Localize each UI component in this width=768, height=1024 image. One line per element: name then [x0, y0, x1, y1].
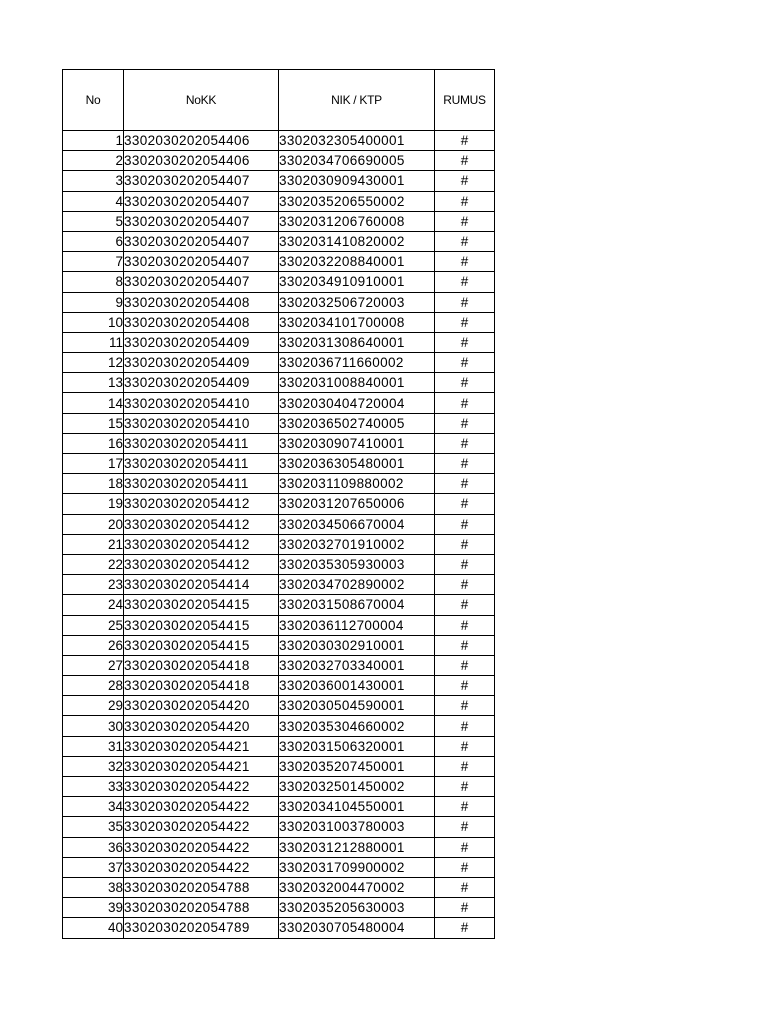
- header-nokk: NoKK: [124, 70, 279, 131]
- cell-nik: 3302031506320001: [279, 736, 435, 756]
- table-row: [63, 837, 495, 857]
- cell-no: 36: [63, 837, 124, 857]
- cell-rumus: #: [435, 171, 495, 191]
- cell-nokk: 3302030202054415: [124, 615, 279, 635]
- cell-rumus: #: [435, 131, 495, 151]
- cell-nik: 3302032701910002: [279, 534, 435, 554]
- cell-rumus: #: [435, 151, 495, 171]
- table-row: [63, 554, 495, 574]
- cell-nik: 3302034706690005: [279, 151, 435, 171]
- cell-nik: 3302030302910001: [279, 635, 435, 655]
- cell-no: 17: [63, 454, 124, 474]
- cell-nokk: 3302030202054788: [124, 898, 279, 918]
- cell-no: 12: [63, 353, 124, 373]
- cell-no: 3: [63, 171, 124, 191]
- cell-nokk: 3302030202054788: [124, 877, 279, 897]
- header-nik: NIK / KTP: [279, 70, 435, 131]
- cell-nik: 3302032506720003: [279, 292, 435, 312]
- cell-no: 13: [63, 373, 124, 393]
- cell-nik: 3302036305480001: [279, 454, 435, 474]
- cell-no: 14: [63, 393, 124, 413]
- cell-no: 20: [63, 514, 124, 534]
- table-row: [63, 252, 495, 272]
- cell-nokk: 3302030202054412: [124, 514, 279, 534]
- cell-rumus: #: [435, 272, 495, 292]
- table-row: [63, 918, 495, 938]
- cell-no: 23: [63, 575, 124, 595]
- cell-nokk: 3302030202054420: [124, 716, 279, 736]
- cell-nik: 3302031308640001: [279, 332, 435, 352]
- cell-no: 15: [63, 413, 124, 433]
- cell-nokk: 3302030202054422: [124, 817, 279, 837]
- table-row: [63, 898, 495, 918]
- cell-rumus: #: [435, 797, 495, 817]
- cell-nik: 3302035305930003: [279, 554, 435, 574]
- cell-rumus: #: [435, 211, 495, 231]
- header-no: No: [63, 70, 124, 131]
- cell-nik: 3302032703340001: [279, 655, 435, 675]
- table-row: [63, 454, 495, 474]
- table-row: [63, 595, 495, 615]
- table-row: [63, 676, 495, 696]
- cell-no: 40: [63, 918, 124, 938]
- table-row: [63, 615, 495, 635]
- cell-nokk: 3302030202054409: [124, 332, 279, 352]
- table-row: [63, 877, 495, 897]
- cell-no: 30: [63, 716, 124, 736]
- table-row: [63, 393, 495, 413]
- cell-no: 19: [63, 494, 124, 514]
- cell-no: 28: [63, 676, 124, 696]
- cell-no: 18: [63, 474, 124, 494]
- cell-no: 5: [63, 211, 124, 231]
- cell-rumus: #: [435, 756, 495, 776]
- cell-rumus: #: [435, 514, 495, 534]
- table-row: [63, 413, 495, 433]
- cell-rumus: #: [435, 252, 495, 272]
- cell-rumus: #: [435, 332, 495, 352]
- cell-nik: 3302034506670004: [279, 514, 435, 534]
- cell-nik: 3302034702890002: [279, 575, 435, 595]
- table-row: [63, 736, 495, 756]
- table-row: [63, 514, 495, 534]
- cell-nik: 3302031410820002: [279, 231, 435, 251]
- cell-rumus: #: [435, 494, 495, 514]
- cell-no: 9: [63, 292, 124, 312]
- cell-no: 37: [63, 857, 124, 877]
- cell-rumus: #: [435, 817, 495, 837]
- table-row: [63, 635, 495, 655]
- cell-rumus: #: [435, 554, 495, 574]
- cell-no: 26: [63, 635, 124, 655]
- cell-nokk: 3302030202054409: [124, 353, 279, 373]
- cell-nokk: 3302030202054422: [124, 777, 279, 797]
- cell-nik: 3302031207650006: [279, 494, 435, 514]
- cell-nokk: 3302030202054407: [124, 272, 279, 292]
- table-row: [63, 312, 495, 332]
- table-row: [63, 231, 495, 251]
- cell-nik: 3302031109880002: [279, 474, 435, 494]
- cell-nik: 3302036502740005: [279, 413, 435, 433]
- cell-nokk: 3302030202054414: [124, 575, 279, 595]
- cell-no: 6: [63, 231, 124, 251]
- cell-nokk: 3302030202054411: [124, 454, 279, 474]
- table-row: [63, 777, 495, 797]
- cell-nik: 3302034910910001: [279, 272, 435, 292]
- table-row: [63, 211, 495, 231]
- cell-no: 1: [63, 131, 124, 151]
- cell-no: 2: [63, 151, 124, 171]
- cell-nik: 3302031212880001: [279, 837, 435, 857]
- table-row: [63, 534, 495, 554]
- cell-nokk: 3302030202054406: [124, 131, 279, 151]
- cell-no: 39: [63, 898, 124, 918]
- cell-nik: 3302034101700008: [279, 312, 435, 332]
- cell-nik: 3302035205630003: [279, 898, 435, 918]
- cell-nokk: 3302030202054412: [124, 534, 279, 554]
- cell-nokk: 3302030202054418: [124, 655, 279, 675]
- cell-nik: 3302031206760008: [279, 211, 435, 231]
- cell-rumus: #: [435, 595, 495, 615]
- cell-nokk: 3302030202054407: [124, 191, 279, 211]
- table-row: [63, 494, 495, 514]
- table-row: [63, 716, 495, 736]
- cell-no: 21: [63, 534, 124, 554]
- cell-nik: 3302031709900002: [279, 857, 435, 877]
- cell-nokk: 3302030202054406: [124, 151, 279, 171]
- cell-nokk: 3302030202054421: [124, 736, 279, 756]
- cell-nik: 3302036711660002: [279, 353, 435, 373]
- table-row: [63, 433, 495, 453]
- spreadsheet-page: [62, 69, 495, 939]
- table-row: [63, 191, 495, 211]
- cell-nokk: 3302030202054407: [124, 211, 279, 231]
- cell-rumus: #: [435, 191, 495, 211]
- cell-rumus: #: [435, 635, 495, 655]
- table-row: [63, 171, 495, 191]
- cell-no: 7: [63, 252, 124, 272]
- cell-no: 29: [63, 696, 124, 716]
- cell-rumus: #: [435, 433, 495, 453]
- table-row: [63, 575, 495, 595]
- cell-rumus: #: [435, 413, 495, 433]
- cell-no: 4: [63, 191, 124, 211]
- cell-rumus: #: [435, 696, 495, 716]
- table-row: [63, 696, 495, 716]
- cell-no: 38: [63, 877, 124, 897]
- cell-nokk: 3302030202054411: [124, 474, 279, 494]
- table-row: [63, 817, 495, 837]
- cell-no: 35: [63, 817, 124, 837]
- cell-nik: 3302032208840001: [279, 252, 435, 272]
- cell-no: 25: [63, 615, 124, 635]
- cell-no: 34: [63, 797, 124, 817]
- cell-nokk: 3302030202054410: [124, 413, 279, 433]
- cell-nokk: 3302030202054407: [124, 231, 279, 251]
- cell-rumus: #: [435, 474, 495, 494]
- cell-nik: 3302030404720004: [279, 393, 435, 413]
- cell-nik: 3302031008840001: [279, 373, 435, 393]
- cell-rumus: #: [435, 716, 495, 736]
- cell-rumus: #: [435, 837, 495, 857]
- cell-no: 27: [63, 655, 124, 675]
- table-row: [63, 272, 495, 292]
- cell-nik: 3302031508670004: [279, 595, 435, 615]
- table-row: [63, 655, 495, 675]
- cell-nik: 3302032305400001: [279, 131, 435, 151]
- cell-no: 11: [63, 332, 124, 352]
- cell-nokk: 3302030202054415: [124, 595, 279, 615]
- table-row: [63, 131, 495, 151]
- table-row: [63, 373, 495, 393]
- cell-nokk: 3302030202054409: [124, 373, 279, 393]
- cell-rumus: #: [435, 676, 495, 696]
- cell-rumus: #: [435, 393, 495, 413]
- cell-rumus: #: [435, 777, 495, 797]
- cell-rumus: #: [435, 877, 495, 897]
- cell-no: 31: [63, 736, 124, 756]
- cell-no: 16: [63, 433, 124, 453]
- cell-rumus: #: [435, 615, 495, 635]
- cell-nokk: 3302030202054415: [124, 635, 279, 655]
- cell-nokk: 3302030202054422: [124, 837, 279, 857]
- table-row: [63, 353, 495, 373]
- cell-nik: 3302035304660002: [279, 716, 435, 736]
- cell-nokk: 3302030202054422: [124, 797, 279, 817]
- table-row: [63, 756, 495, 776]
- cell-nik: 3302035206550002: [279, 191, 435, 211]
- cell-no: 22: [63, 554, 124, 574]
- cell-rumus: #: [435, 918, 495, 938]
- cell-nik: 3302031003780003: [279, 817, 435, 837]
- cell-rumus: #: [435, 898, 495, 918]
- cell-nokk: 3302030202054407: [124, 252, 279, 272]
- cell-rumus: #: [435, 353, 495, 373]
- cell-nik: 3302032501450002: [279, 777, 435, 797]
- cell-rumus: #: [435, 373, 495, 393]
- table-row: [63, 292, 495, 312]
- cell-nik: 3302030504590001: [279, 696, 435, 716]
- cell-nik: 3302032004470002: [279, 877, 435, 897]
- cell-rumus: #: [435, 231, 495, 251]
- cell-nik: 3302030907410001: [279, 433, 435, 453]
- table-body: [63, 131, 495, 939]
- cell-nokk: 3302030202054407: [124, 171, 279, 191]
- cell-nokk: 3302030202054789: [124, 918, 279, 938]
- cell-no: 33: [63, 777, 124, 797]
- cell-nokk: 3302030202054421: [124, 756, 279, 776]
- data-table: [62, 69, 495, 939]
- header-rumus: RUMUS: [435, 70, 495, 131]
- cell-nokk: 3302030202054420: [124, 696, 279, 716]
- table-row: [63, 151, 495, 171]
- cell-nik: 3302036001430001: [279, 676, 435, 696]
- cell-rumus: #: [435, 736, 495, 756]
- cell-nik: 3302035207450001: [279, 756, 435, 776]
- cell-rumus: #: [435, 857, 495, 877]
- cell-nokk: 3302030202054410: [124, 393, 279, 413]
- cell-no: 8: [63, 272, 124, 292]
- cell-nik: 3302030909430001: [279, 171, 435, 191]
- cell-rumus: #: [435, 575, 495, 595]
- table-row: [63, 474, 495, 494]
- cell-rumus: #: [435, 655, 495, 675]
- cell-nokk: 3302030202054408: [124, 312, 279, 332]
- cell-nokk: 3302030202054412: [124, 554, 279, 574]
- cell-nik: 3302036112700004: [279, 615, 435, 635]
- cell-rumus: #: [435, 292, 495, 312]
- cell-nokk: 3302030202054411: [124, 433, 279, 453]
- table-row: [63, 797, 495, 817]
- cell-nokk: 3302030202054418: [124, 676, 279, 696]
- cell-nokk: 3302030202054408: [124, 292, 279, 312]
- cell-no: 32: [63, 756, 124, 776]
- header-row: [63, 70, 495, 131]
- cell-no: 24: [63, 595, 124, 615]
- table-row: [63, 332, 495, 352]
- cell-nik: 3302030705480004: [279, 918, 435, 938]
- cell-nokk: 3302030202054422: [124, 857, 279, 877]
- cell-rumus: #: [435, 454, 495, 474]
- cell-nokk: 3302030202054412: [124, 494, 279, 514]
- table-row: [63, 857, 495, 877]
- cell-rumus: #: [435, 312, 495, 332]
- cell-nik: 3302034104550001: [279, 797, 435, 817]
- cell-no: 10: [63, 312, 124, 332]
- cell-rumus: #: [435, 534, 495, 554]
